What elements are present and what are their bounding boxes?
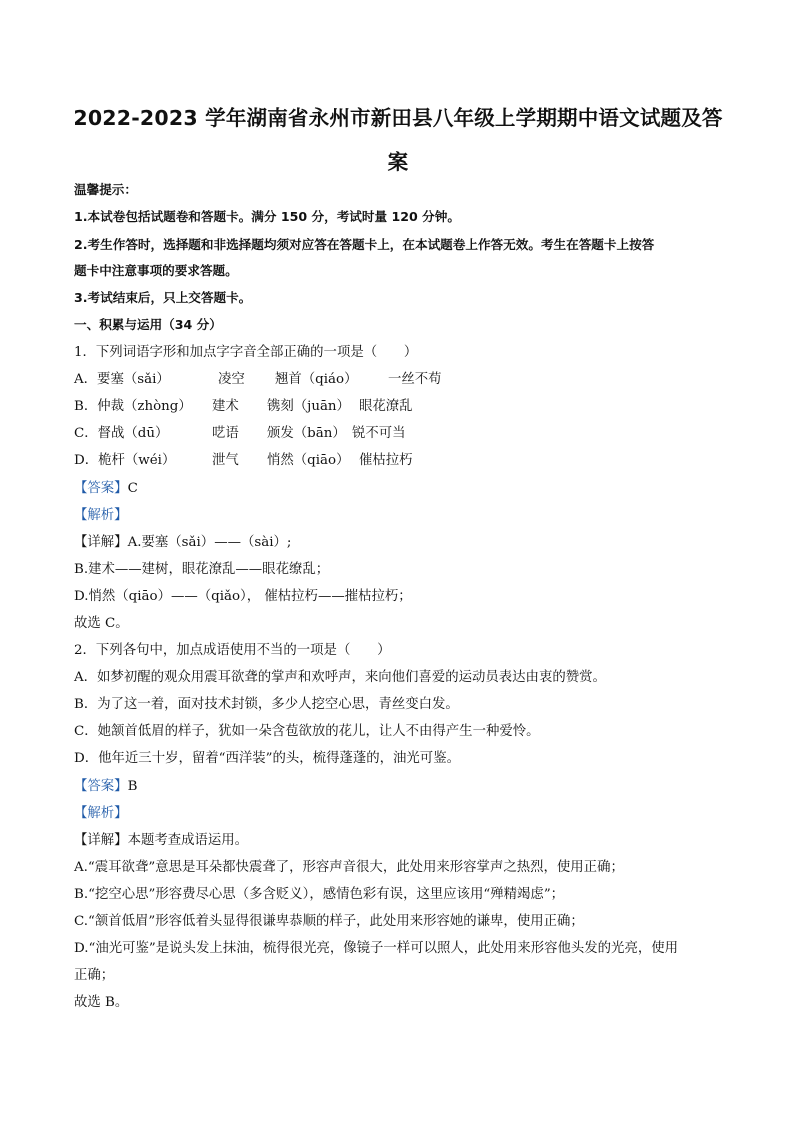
- answer-tag: 【答案】: [74, 779, 128, 794]
- analysis-tag: 【解析】: [74, 508, 128, 523]
- tip-item: 1.本试卷包括试题卷和答题卡。满分 150 分，考试时量 120 分钟。: [74, 209, 460, 224]
- document-title: 2022-2023 学年湖南省永州市新田县八年级上学期期中语文试题及答案: [73, 106, 723, 174]
- q2-option-b: B．为了这一着，面对技术封锁，多少人挖空心思，青丝变白发。: [74, 697, 459, 712]
- detail-line: A.“震耳欲聋”意思是耳朵都快震聋了，形容声音很大，此处用来形容掌声之热烈，使用正确；: [74, 860, 624, 875]
- detail-line: 【详解】A.要塞（sǎi）——（sài）;: [74, 535, 292, 550]
- answer-value: B: [127, 779, 138, 794]
- tip-item: 题卡中注意事项的要求答题。: [74, 263, 238, 278]
- section-heading: 一、积累与运用（34 分）: [74, 317, 222, 332]
- detail-line: 故选 C。: [74, 616, 129, 631]
- detail-line: C.“颔首低眉”形容低着头显得很谦卑恭顺的样子，此处用来形容她的谦卑，使用正确；: [74, 914, 584, 929]
- detail-line: D.悄然（qiāo）——（qiǎo）， 催枯拉朽——摧枯拉朽；: [74, 589, 412, 604]
- q2-option-d: D．他年近三十岁，留着“西洋装”的头，梳得蓬蓬的，油光可鉴。: [74, 751, 460, 766]
- detail-line: B.“挖空心思”形容费尽心思（多含贬义），感情色彩有误，这里应该用“殚精竭虑”；: [74, 887, 565, 902]
- detail-line: B.建术——建树，眼花潦乱——眼花缭乱；: [74, 562, 330, 577]
- tip-item: 2.考生作答时，选择题和非选择题均须对应答在答题卡上，在本试题卷上作答无效。考生在答题卡上按答: [74, 237, 655, 252]
- detail-line: 故选 B。: [74, 995, 129, 1010]
- document-page: 2022-2023 学年湖南省永州市新田县八年级上学期期中语文试题及答案 温馨提示： 1.本试卷包括试题卷和答题卡。满分 150 分，考试时量 120 分钟。 2.考生作答时，选择题和非选择题均须对应答在答题卡上，在本试题卷上作答无效。考生在答题卡上按答 题卡中注意事项的要求答题。 3.考试结束后，只上交答题卡。 一、积累与运用（34 分） 1．下列词语字形和加点字字音全部正确的一项是（ ） A．要塞（sǎi） 凌空 翘首（qiáo） 一丝不苟 B．仲裁（zhòng） 建术 镌刻（juān） 眼花潦乱 C．督战（dū） 呓语 颁发（bān） 锐不可当 D．桅杆（wéi） 泄气 悄然（qiāo） 催枯拉朽 【答案】C 【解析】 【详解】A.要塞（sǎi）——（sài）; B.建术——建树，眼花潦乱——眼花缭乱； D.悄然（qiāo）——（qiǎo）， 催枯拉朽——摧枯拉朽； 故选 C。 2．下列各句中，加点成语使用不当的一项是（ ） A．如梦初醒的观众用震耳欲聋的掌声和欢呼声，来向他们喜爱的运动员表达由衷的赞赏。 B．为了这一着，面对技术封锁，多少人挖空心思，青丝变白发。 C．她颔首低眉的样子，犹如一朵含苞欲放的花儿，让人不由得产生一种爱怜。 D．他年近三十岁，留着“西洋装”的头，梳得蓬蓬的，油光可鉴。 【答案】B 【解析】 【详解】本题考查成语运用。 A.“震耳欲聋”意思是耳朵都快震聋了，形容声音很大，此处用来形容掌声之热烈，使用正确； B.“挖空心思”形容费尽心思（多含贬义），感情色彩有误，这里应该用“殚精竭虑”； C.“颔首低眉”形容低着头显得很谦卑恭顺的样子，此处用来形容她的谦卑，使用正确； D.“油光可鉴”是说头发上抹油，梳得很光亮，像镜子一样可以照人，此处用来形容他头发的光亮，使用 正确； 故选 B。: [0, 0, 794, 1123]
- detail-tag: 【详解】: [74, 833, 128, 848]
- answer-value: C: [127, 481, 138, 496]
- question-stem: 1．下列词语字形和加点字字音全部正确的一项是（ ）: [74, 345, 418, 360]
- detail-tag: 【详解】: [74, 535, 128, 550]
- q2-option-a: A．如梦初醒的观众用震耳欲聋的掌声和欢呼声，来向他们喜爱的运动员表达由衷的赞赏。: [74, 670, 606, 685]
- q2-option-c: C．她颔首低眉的样子，犹如一朵含苞欲放的花儿，让人不由得产生一种爱怜。: [74, 724, 540, 739]
- detail-line: D.“油光可鉴”是说头发上抹油，梳得很光亮，像镜子一样可以照人，此处用来形容他头发的光亮，使用: [74, 941, 678, 956]
- answer-line: [74, 480, 138, 498]
- analysis-tag: 【解析】: [74, 806, 128, 821]
- answer-line: [74, 778, 137, 796]
- question-stem: 2．下列各句中，加点成语使用不当的一项是（ ）: [74, 643, 391, 658]
- tip-item: 3.考试结束后，只上交答题卡。: [74, 290, 252, 305]
- detail-line: 正确；: [74, 968, 115, 983]
- detail-line: 【详解】本题考查成语运用。: [74, 833, 249, 848]
- answer-tag: 【答案】: [74, 481, 128, 496]
- tips-heading: 温馨提示：: [74, 182, 137, 197]
